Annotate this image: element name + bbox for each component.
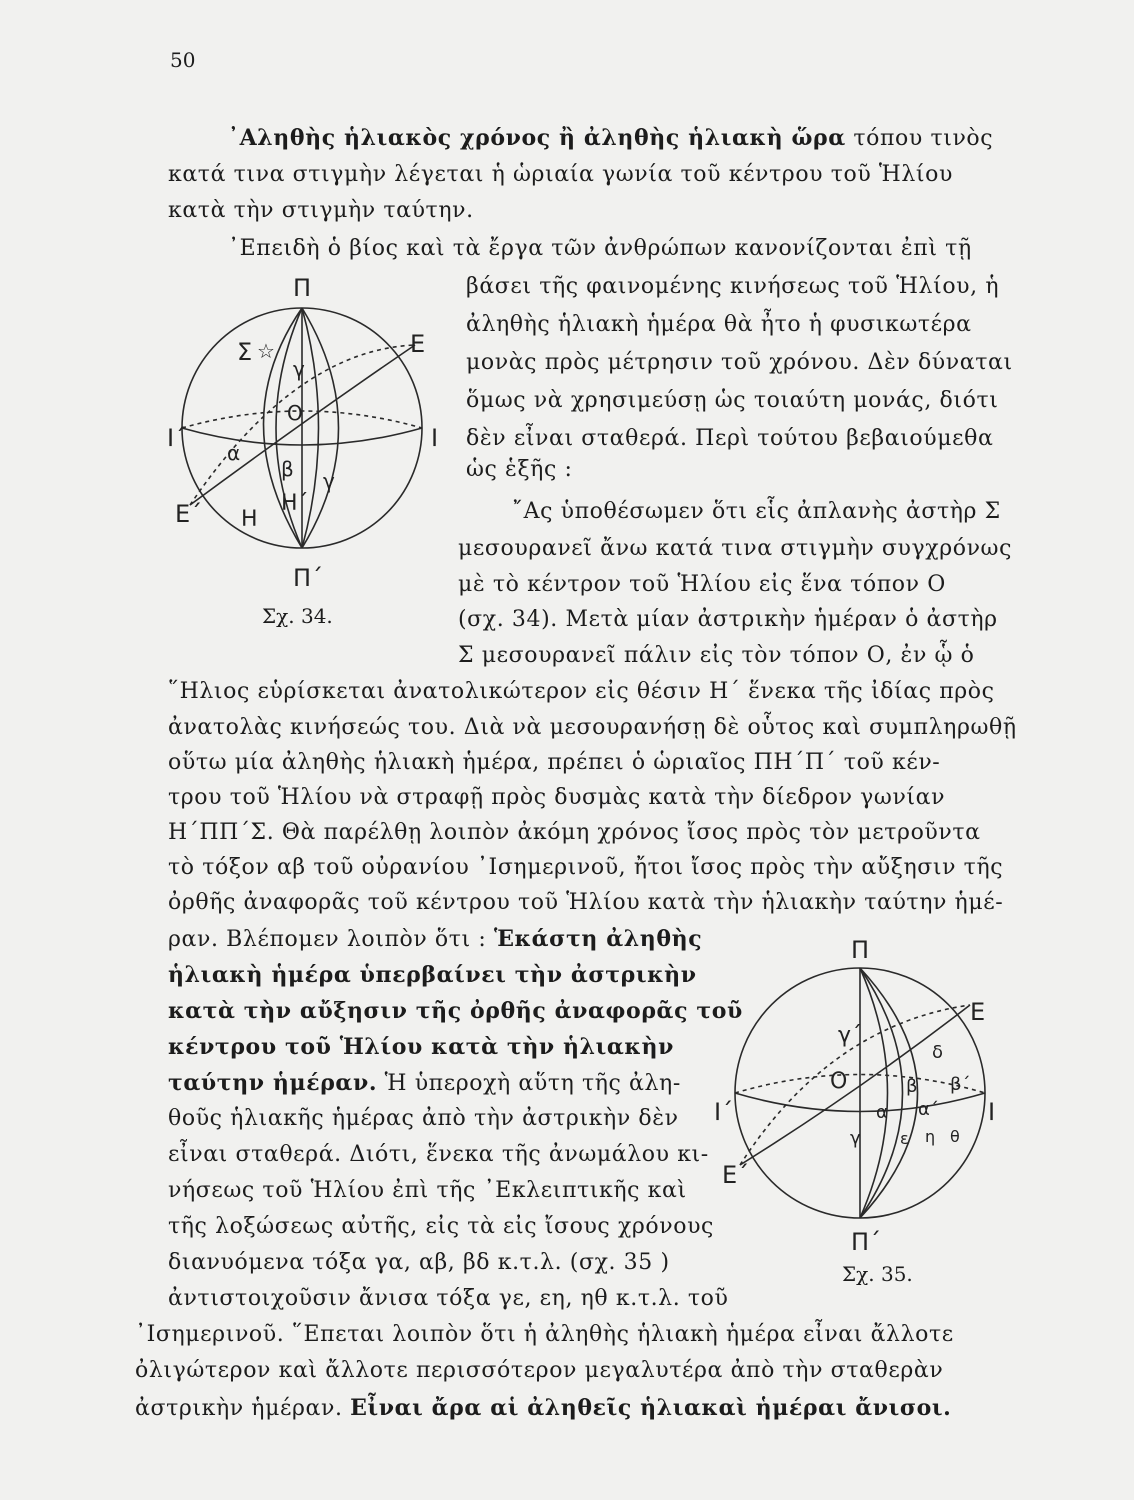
fig34-label: Ε΄ — [175, 500, 203, 528]
para1-line1-rest: τόπου τινὸς — [845, 126, 994, 151]
para1-line3: κατὰ τὴν στιγμὴν ταύτην. — [168, 198, 474, 223]
fig35-label: θ — [950, 1127, 960, 1146]
hour-circle — [860, 968, 903, 1218]
fig35-label: Π — [851, 936, 870, 964]
final-bold-statement: Εἶναι ἄρα αἱ ἀληθεῖς ἡλιακαὶ ἡμέραι ἄνισοι. — [350, 1395, 952, 1421]
fig35-label: η — [925, 1127, 936, 1146]
hour-circle — [860, 968, 888, 1218]
para4-line: εἶναι σταθερά. Διότι, ἕνεκα τῆς ἀνωμάλου κι- — [168, 1142, 709, 1167]
fig35-label: Ε΄ — [722, 1161, 750, 1189]
fig34-label: γ — [323, 469, 335, 493]
para3-line: τὸ τόξον αβ τοῦ οὐρανίου ᾿Ισημερινοῦ, ἤτοι ἴσος πρὸς τὴν αὔξησιν τῆς — [168, 855, 1004, 880]
para2-line: ὅμως νὰ χρησιμεύσῃ ὡς τοιαύτη μονάς, διότι — [466, 388, 999, 413]
term-true-solar-time: ᾿Αληθὴς ἡλιακὸς χρόνος ἢ ἀληθὴς ἡλιακὴ ὥρα — [228, 125, 846, 151]
para4-line1-start: ραν. Βλέπομεν λοιπὸν ὅτι : — [168, 927, 494, 952]
figure-34-caption: Σχ. 34. — [262, 604, 333, 628]
para4-line1 — [168, 924, 702, 955]
para3-line: μὲ τὸ κέντρον τοῦ Ἡλίου εἰς ἕνα τόπον Ο — [458, 572, 946, 597]
para3-line: ῞Ηλιος εὑρίσκεται ἀνατολικώτερον εἰς θέσιν Η΄ ἕνεκα τῆς ἰδίας πρὸς — [168, 679, 995, 704]
fig35-label: ε — [900, 1129, 909, 1148]
fig34-label: γ — [293, 357, 305, 381]
fig35-label: Ι — [988, 1098, 996, 1126]
para3-line: ῎Ας ὑποθέσωμεν ὅτι εἷς ἀπλανὴς ἀστὴρ Σ — [512, 499, 1001, 524]
para4-line14-start: ἀστρικὴν ἡμέραν. — [135, 1396, 351, 1421]
fig35-label: Π΄ — [851, 1228, 882, 1255]
para4-line: ἀντιστοιχοῦσιν ἄνισα τόξα γε, εη, ηθ κ.τ.λ. τοῦ — [168, 1286, 729, 1311]
page-number: 50 — [170, 48, 196, 72]
para2-line: δὲν εἶναι σταθερά. Περὶ τούτου βεβαιούμεθα — [466, 426, 994, 451]
conclusion-bold-line: κατὰ τὴν αὔξησιν τῆς ὀρθῆς ἀναφορᾶς τοῦ — [168, 998, 743, 1024]
para2-line: ἀληθὴς ἡλιακὴ ἡμέρα θὰ ἦτο ἡ φυσικωτέρα — [466, 312, 972, 337]
para4-line: διανυόμενα τόξα γα, αβ, βδ κ.τ.λ. (σχ. 35 ) — [168, 1250, 670, 1275]
fig34-label: Π — [293, 274, 312, 302]
fig35-label: β — [906, 1076, 918, 1097]
para3-line: Η΄ΠΠ΄Σ. Θὰ παρέλθῃ λοιπὸν ἀκόμη χρόνος ἴσος πρὸς τὸν μετροῦντα — [168, 820, 981, 845]
fig35-label: Ο — [830, 1069, 848, 1094]
fig35-label: Ε — [970, 998, 986, 1026]
fig35-label: α — [876, 1102, 888, 1123]
para1-line2: κατά τινα στιγμὴν λέγεται ἡ ὡριαία γωνία τοῦ κέντρου τοῦ Ἡλίου — [168, 162, 953, 187]
para2-line: ᾿Επειδὴ ὁ βίος καὶ τὰ ἔργα τῶν ἀνθρώπων κανονίζονται ἐπὶ τῇ — [228, 236, 972, 261]
fig34-label: Η΄ — [281, 491, 309, 516]
para2-line: μονὰς πρὸς μέτρησιν τοῦ χρόνου. Δὲν δύναται — [466, 350, 1013, 375]
para3-line: (σχ. 34). Μετὰ μίαν ἀστρικὴν ἡμέραν ὁ ἀστὴρ — [458, 607, 998, 632]
figure-34 — [165, 270, 455, 600]
fig34-label: Ε — [410, 330, 426, 358]
fig34-label: α — [227, 441, 241, 465]
conclusion-bold-start: Ἑκάστη ἀληθὴς — [493, 926, 703, 952]
fig34-label: Ο — [287, 401, 303, 425]
conclusion-bold-line: κέντρου τοῦ Ἡλίου κατὰ τὴν ἡλιακὴν — [168, 1034, 674, 1060]
figure-35 — [710, 930, 1010, 1255]
fig34-label: Ι — [431, 424, 439, 452]
fig34-label: Ι΄ — [167, 424, 187, 452]
star-icon: ☆ — [257, 339, 275, 363]
fig35-label: Ι΄ — [714, 1098, 734, 1126]
para3-line: Σ μεσουρανεῖ πάλιν εἰς τὸν τόπον Ο, ἐν ᾧ ὁ — [458, 643, 975, 668]
para4-line14 — [135, 1393, 951, 1424]
conclusion-bold-line: ἡλιακὴ ἡμέρα ὑπερβαίνει τὴν ἀστρικὴν — [168, 962, 697, 988]
para3-line: ἀνατολὰς κινήσεώς του. Διὰ νὰ μεσουρανήσῃ δὲ οὗτος καὶ συμπληρωθῇ — [168, 715, 1017, 740]
conclusion-bold-end: ταύτην ἡμέραν. — [168, 1070, 378, 1096]
para4-line: ᾿Ισημερινοῦ. ῞Επεται λοιπὸν ὅτι ἡ ἀληθὴς ἡλιακὴ ἡμέρα εἶναι ἄλλοτε — [135, 1322, 954, 1347]
para3-line: ὀρθῆς ἀναφορᾶς τοῦ κέντρου τοῦ Ἡλίου κατὰ τὴν ἡλιακὴν ταύτην ἡμέ- — [168, 890, 1004, 915]
fig34-label: Π΄ — [293, 564, 324, 592]
para3-line: οὕτω μία ἀληθὴς ἡλιακὴ ἡμέρα, πρέπει ὁ ὡριαῖος ΠΗ΄Π΄ τοῦ κέν- — [168, 750, 941, 775]
para4-line: τῆς λοξώσεως αὐτῆς, εἰς τὰ εἰς ἴσους χρόνους — [168, 1214, 714, 1239]
fig35-label: γ΄ — [838, 1023, 863, 1048]
para1-line1 — [228, 123, 993, 154]
para4-line: νήσεως τοῦ Ἡλίου ἐπὶ τῆς ᾿Εκλειπτικῆς καὶ — [168, 1178, 687, 1203]
fig34-label: Σ — [237, 338, 253, 366]
para2-line: βάσει τῆς φαινομένης κινήσεως τοῦ Ἡλίου, ἡ — [466, 274, 1000, 299]
figure-35-caption: Σχ. 35. — [842, 1262, 913, 1286]
para3-line: τρου τοῦ Ἡλίου νὰ στραφῇ πρὸς δυσμὰς κατὰ τὴν δίεδρον γωνίαν — [168, 785, 946, 810]
para4-line: θοῦς ἡλιακῆς ἡμέρας ἀπὸ τὴν ἀστρικὴν δὲν — [168, 1106, 679, 1131]
para2-line: ὡς ἑξῆς : — [466, 457, 573, 482]
para4-line: ὀλιγώτερον καὶ ἄλλοτε περισσότερον μεγαλυτέρα ἀπὸ τὴν σταθερὰν — [135, 1358, 944, 1383]
fig35-label: γ — [850, 1128, 861, 1149]
fig35-label: δ — [932, 1042, 944, 1063]
para4-line5-rest: Ἡ ὑπεροχὴ αὕτη τῆς ἀλη- — [377, 1071, 681, 1096]
para4-line5 — [168, 1068, 681, 1099]
para3-line: μεσουρανεῖ ἄνω κατά τινα στιγμὴν συγχρόνως — [458, 536, 1013, 561]
fig34-label: Η — [241, 507, 258, 532]
fig35-label: α΄ — [918, 1099, 939, 1120]
fig34-label: β — [281, 457, 294, 481]
fig35-label: β΄ — [950, 1074, 971, 1095]
